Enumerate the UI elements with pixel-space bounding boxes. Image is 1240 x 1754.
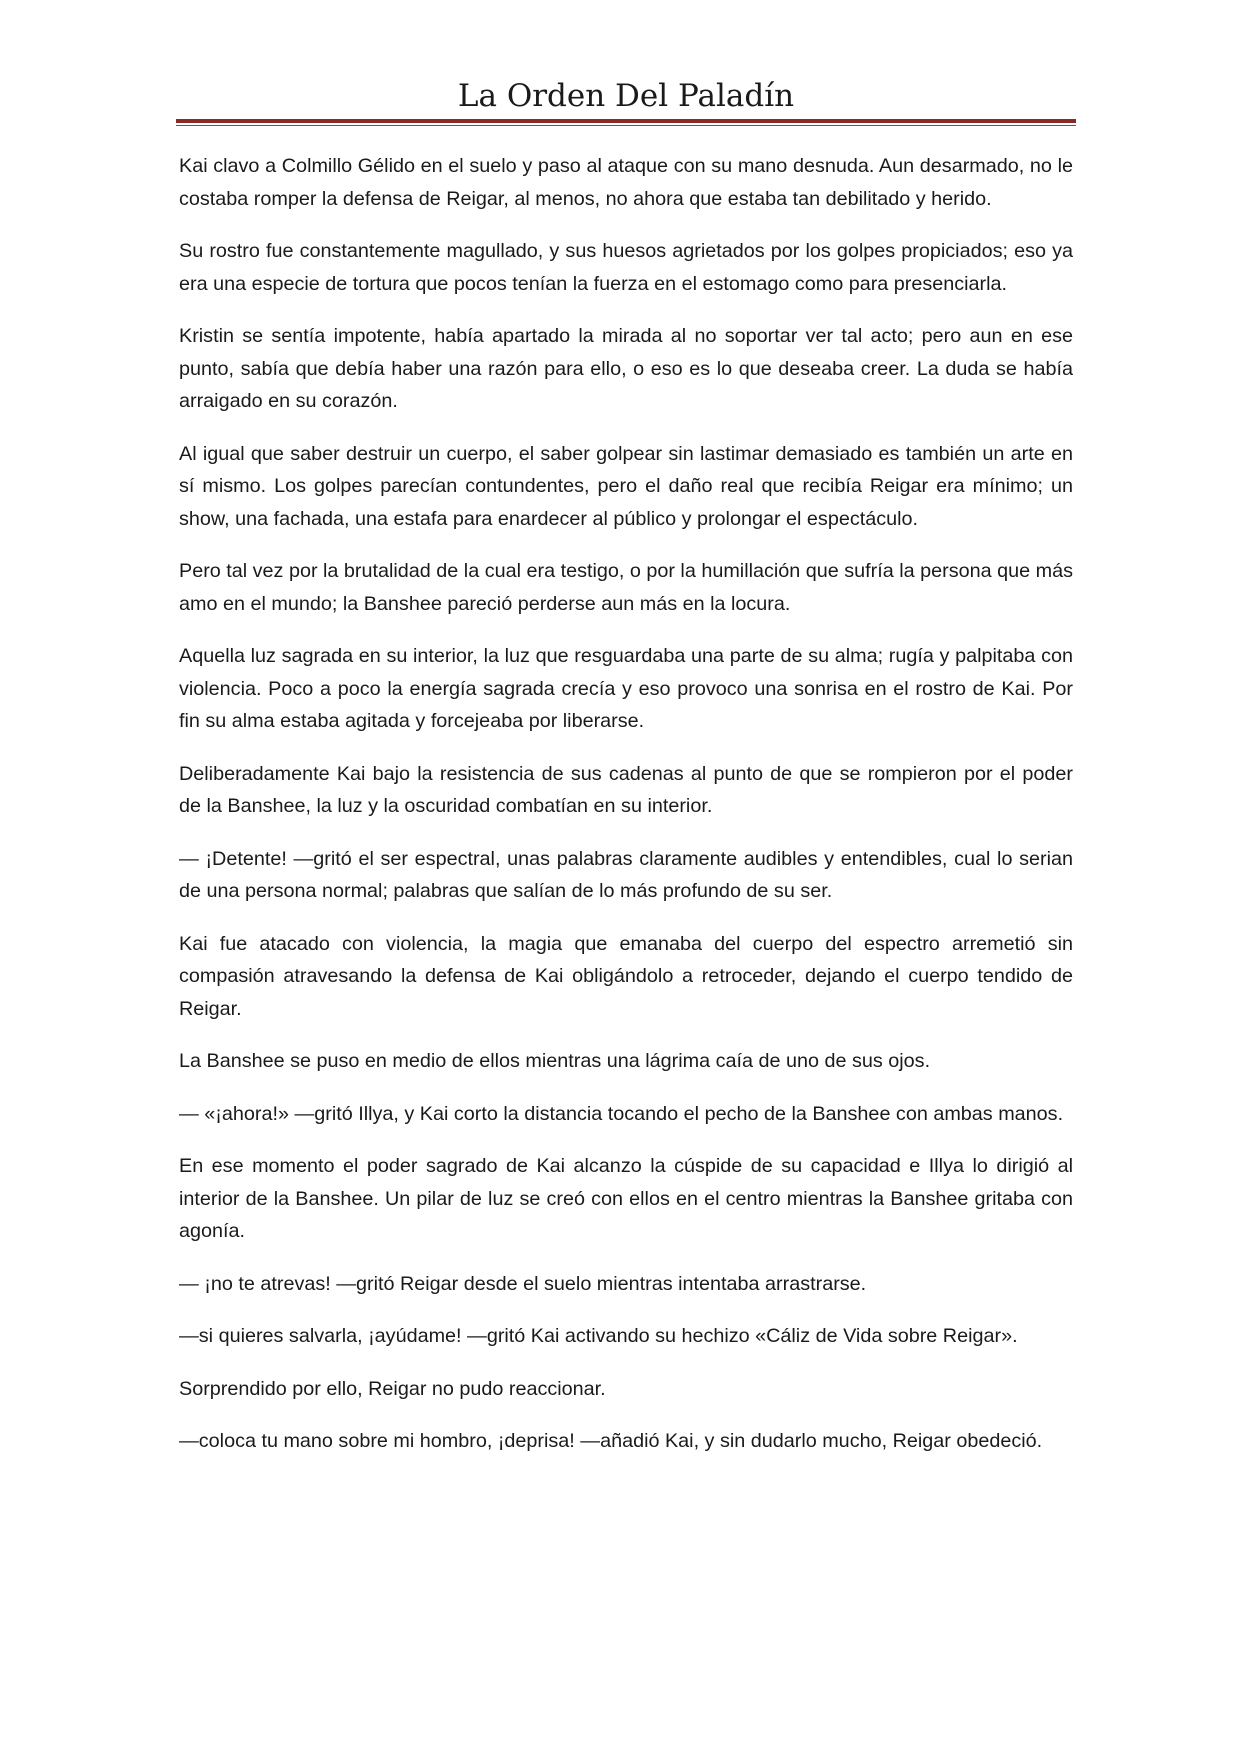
paragraph: Su rostro fue constantemente magullado, y sus huesos agrietados por los golpes propiciados; eso ya era una especie de tortura que pocos tenían la fuerza en el estomago como para presenciarla.: [179, 240, 1073, 295]
page-header: [176, 72, 1076, 120]
paragraph: — ¡Detente! —gritó el ser espectral, unas palabras claramente audibles y entendibles, cual lo serian de una persona normal; palabras que salían de lo más profundo de su ser.: [179, 847, 1073, 902]
paragraph: Deliberadamente Kai bajo la resistencia de sus cadenas al punto de que se rompieron por el poder de la Banshee, la luz y la oscuridad combatían en su interior.: [179, 762, 1073, 817]
page-title: La Orden Del Paladín: [457, 78, 795, 114]
paragraph: En ese momento el poder sagrado de Kai alcanzo la cúspide de su capacidad e Illya lo dirigió al interior de la Banshee. Un pilar de luz se creó con ellos en el centro mientras la Banshee gritaba con agonía.: [179, 1155, 1073, 1242]
document-body: [179, 150, 1073, 1478]
header-divider-thin: [176, 125, 1076, 126]
paragraph: Kristin se sentía impotente, había apartado la mirada al no soportar ver tal acto; pero aun en ese punto, sabía que debía haber una razón para ello, o eso es lo que deseaba creer. La duda se había arraigado en su corazón.: [179, 325, 1073, 412]
header-divider: [176, 119, 1076, 123]
paragraph: Kai clavo a Colmillo Gélido en el suelo y paso al ataque con su mano desnuda. Aun desarmado, no le costaba romper la defensa de Reigar, al menos, no ahora que estaba tan debilitado y herido.: [179, 155, 1073, 210]
paragraph: —si quieres salvarla, ¡ayúdame! —gritó Kai activando su hechizo «Cáliz de Vida sobre Reigar».: [179, 1325, 1018, 1347]
paragraph: La Banshee se puso en medio de ellos mientras una lágrima caía de uno de sus ojos.: [179, 1050, 931, 1072]
paragraph: Kai fue atacado con violencia, la magia que emanaba del cuerpo del espectro arremetió sin compasión atravesando la defensa de Kai obligándolo a retroceder, dejando el cuerpo tendido de Reigar.: [179, 932, 1073, 1020]
paragraph: Al igual que saber destruir un cuerpo, el saber golpear sin lastimar demasiado es también un arte en sí mismo. Los golpes parecían contundentes, pero el daño real que recibía Reigar era mínimo; un show, una fachada, una estafa para enardecer al público y prolongar el espectáculo.: [179, 442, 1073, 530]
paragraph: Sorprendido por ello, Reigar no pudo reaccionar.: [179, 1377, 606, 1400]
paragraph: Pero tal vez por la brutalidad de la cual era testigo, o por la humillación que sufría la persona que más amo en el mundo; la Banshee pareció perderse aun más en la locura.: [179, 560, 1073, 615]
paragraph: —coloca tu mano sobre mi hombro, ¡deprisa! —añadió Kai, y sin dudarlo mucho, Reigar obedeció.: [179, 1430, 1043, 1452]
paragraph: — ¡no te atrevas! —gritó Reigar desde el suelo mientras intentaba arrastrarse.: [179, 1272, 867, 1295]
paragraph: — «¡ahora!» —gritó Illya, y Kai corto la distancia tocando el pecho de la Banshee con ambas manos.: [179, 1102, 1064, 1125]
paragraph: Aquella luz sagrada en su interior, la luz que resguardaba una parte de su alma; rugía y palpitaba con violencia. Poco a poco la energía sagrada crecía y eso provoco una sonrisa en el rostro de Kai. Por fin su alma estaba agitada y forcejeaba por liberarse.: [179, 645, 1073, 732]
